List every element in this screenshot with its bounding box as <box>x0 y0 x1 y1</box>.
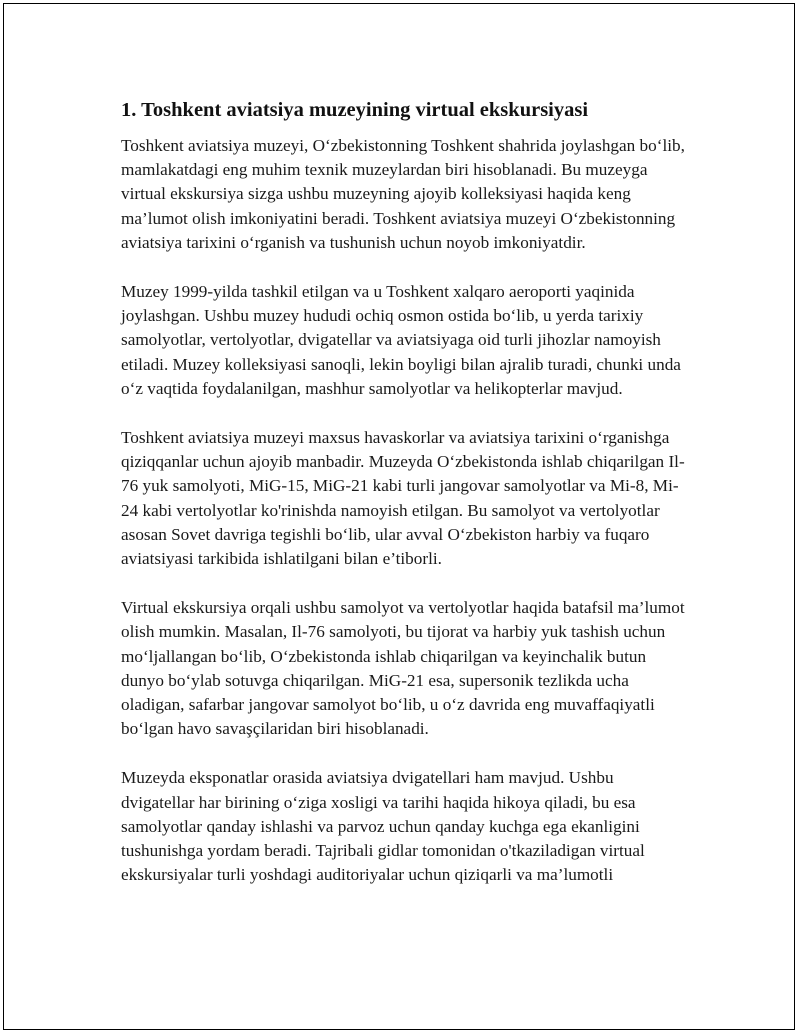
document-body <box>121 96 691 912</box>
paragraph-2: Muzey 1999-yilda tashkil etilgan va u Toshkent xalqaro aeroporti yaqinida joylashgan. Ushbu muzey hududi ochiq osmon ostida bo‘lib, u yerda tarixiy samolyotlar, vertolyotlar, dvigatellar va aviatsiyaga oid turli jihozlar namoyish etiladi. Muzey kolleksiyasi sanoqli, lekin boyligi bilan ajralib turadi, chunki unda o‘z vaqtida foydalanilgan, mashhur samolyotlar va helikopterlar mavjud. <box>121 282 681 398</box>
paragraph-1: Toshkent aviatsiya muzeyi, O‘zbekistonning Toshkent shahrida joylashgan bo‘lib, mamlakatdagi eng muhim texnik muzeylardan biri hisoblanadi. Bu muzeyga virtual ekskursiya sizga ushbu muzeyning ajoyib kolleksiyasi haqida keng ma’lumot olish imkoniyatini beradi. Toshkent aviatsiya muzeyi O‘zbekistonning aviatsiya tarixini o‘rganish va tushunish uchun noyob imkoniyatdir. <box>121 136 685 252</box>
paragraph-3: Toshkent aviatsiya muzeyi maxsus havaskorlar va aviatsiya tarixini o‘rganishga qiziqqanlar uchun ajoyib manbadir. Muzeyda O‘zbekistonda ishlab chiqarilgan Il-76 yuk samolyoti, MiG-15, MiG-21 kabi turli jangovar samolyotlar va Mi-8, Mi-24 kabi vertolyotlar ko'rinishda namoyish etilgan. Bu samolyot va vertolyotlar asosan Sovet davriga tegishli bo‘lib, ular avval O‘zbekiston harbiy va fuqaro aviatsiyasi tarkibida ishlatilgani bilan e’tiborli. <box>121 428 685 569</box>
document-title: 1. Toshkent aviatsiya muzeyining virtual ekskursiyasi <box>121 99 589 121</box>
paragraph-4: Virtual ekskursiya orqali ushbu samolyot va vertolyotlar haqida batafsil ma’lumot olish mumkin. Masalan, Il-76 samolyoti, bu tijorat va harbiy yuk tashish uchun mo‘ljallangan bo‘lib, O‘zbekistonda ishlab chiqarilgan va keyinchalik butun dunyo bo‘ylab sotuvga chiqarilgan. MiG-21 esa, supersonik tezlikda ucha oladigan, safarbar jangovar samolyot bo‘lib, u o‘z davrida eng muvaffaqiyatli bo‘lgan havo savaşçilaridan biri hisoblanadi. <box>121 598 685 739</box>
document-page <box>3 3 795 1030</box>
paragraph-5: Muzeyda eksponatlar orasida aviatsiya dvigatellari ham mavjud. Ushbu dvigatellar har birining o‘ziga xosligi va tarihi haqida hikoya qiladi, bu esa samolyotlar qanday ishlashi va parvoz uchun qanday kuchga ega ekanligini tushunishga yordam beradi. Tajribali gidlar tomonidan o'tkaziladigan virtual ekskursiyalar turli yoshdagi auditoriyalar uchun qiziqarli va ma’lumotli <box>121 768 645 885</box>
